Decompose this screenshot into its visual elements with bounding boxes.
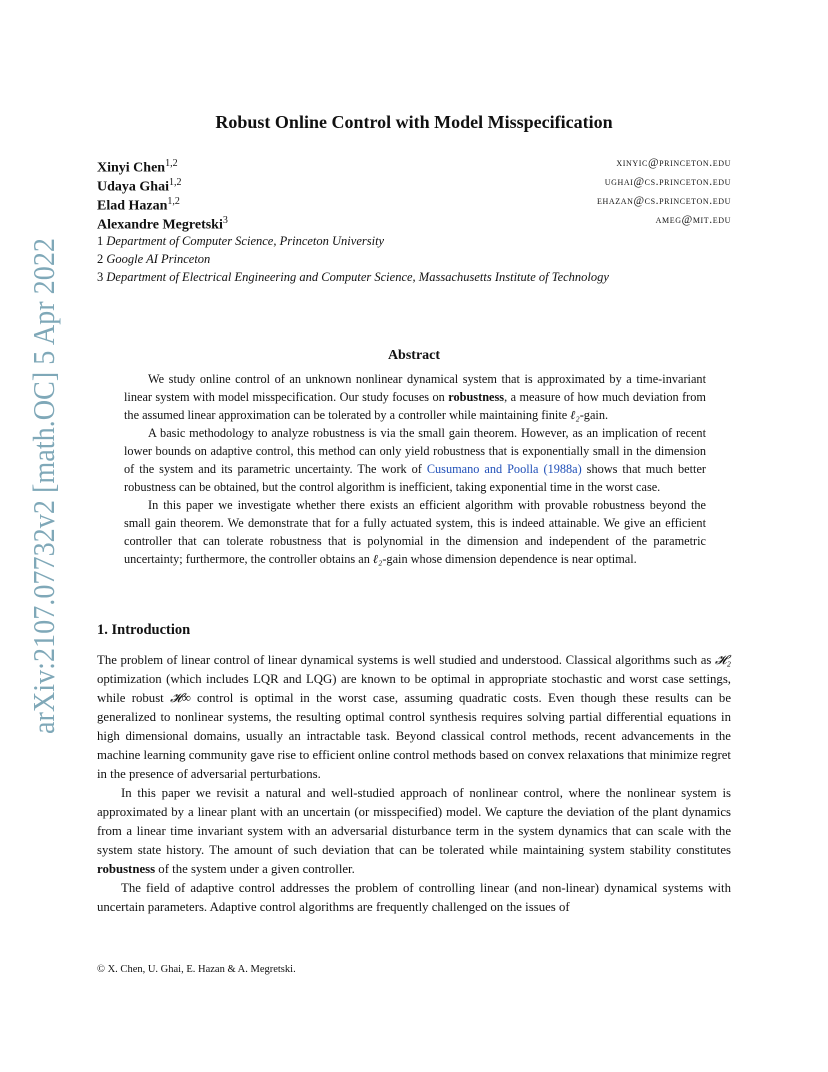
abstract-heading: Abstract	[387, 348, 441, 363]
author-row	[97, 154, 731, 176]
author-name: Udaya Ghai$^{1,2}$	[97, 177, 182, 195]
author-row	[97, 173, 731, 195]
abstract-body	[124, 370, 706, 568]
arxiv-identifier-stamp	[8, 236, 68, 736]
author-name: Elad Hazan$^{1,2}$	[97, 196, 180, 214]
affiliation-line: 3 Department of Electrical Engineering and Computer Science, Massachusetts Institute of Technology	[97, 270, 609, 284]
abstract-paragraph: A basic methodology to analyze robustness is via the small gain theorem. However, as an implication of recent lower bounds on adaptive control, this method can only yield robustness that is exponentially small in the dimension of the system and its parametric uncertainty. The work of Cusumano and Poolla (1988a) shows that much better robustness can be obtained, but the control algorithm is inefficient, taking exponential time in the worst case.	[124, 426, 707, 494]
author-affiliation-sup: 1,2	[165, 158, 178, 169]
author-row	[97, 211, 731, 233]
author-affiliation-sup: 1,2	[167, 196, 180, 207]
author-email: ameg@mit.edu	[655, 214, 731, 226]
author-row	[97, 192, 731, 214]
affiliation-line: 2 Google AI Princeton	[97, 252, 211, 266]
copyright-footer: © X. Chen, U. Ghai, E. Hazan & A. Megretski.	[97, 964, 296, 975]
author-name: Alexandre Megretski$^3$	[97, 215, 228, 233]
body-paragraph: The field of adaptive control addresses the problem of controlling linear (and non-linear) dynamical systems with uncertain parameters. Adaptive control algorithms are frequently challenged on the issues of	[97, 881, 731, 914]
section-body	[97, 651, 731, 917]
arxiv-identifier-text: arXiv:2107.07732v2 [math.OC] 5 Apr 2022	[26, 236, 61, 734]
author-email: ughai@cs.princeton.edu	[604, 176, 731, 188]
citation-year-link[interactable]: 1988a	[547, 462, 578, 476]
affiliation-line: 1 Department of Computer Science, Princeton University	[97, 234, 385, 248]
citation-link[interactable]: Cusumano and Poolla	[426, 462, 539, 476]
body-paragraph: In this paper we revisit a natural and well-studied approach of nonlinear control, where the nonlinear system is approximated by a linear plant with an uncertain (or misspecified) model. We capture the deviation of the plant dynamics from a linear time invariant system with an adversarial disturbance term in the system dynamics that can scale with the system state history. The amount of such deviation that can be tolerated while maintaining system stability constitutes robustness of the system under a given controller.	[97, 786, 731, 876]
body-paragraph: The problem of linear control of linear dynamical systems is well studied and understood. Classical algorithms such as 𝓗₂ optimization (which includes LQR and LQG) are known to be optimal in appropriate stochastic and worst case settings, while robust 𝓗∞ control is optimal in the worst case, assuming quadratic costs. Even though these results can be generalized to nonlinear systems, the resulting optimal control synthesis requires solving partial differential equations in high dimensional domains, usually an intractable task. Beyond classical control methods, recent advancements in the machine learning community gave rise to efficient online control methods based on convex relaxations that minimize regret in the presence of adversarial perturbations.	[97, 653, 732, 781]
author-affiliation-sup: 1,2	[168, 177, 182, 188]
paper-title: Robust Online Control with Model Misspecification	[215, 112, 613, 132]
abstract-paragraph: In this paper we investigate whether there exists an efficient algorithm with provable robustness beyond the small gain theorem. We demonstrate that for a fully actuated system, this is indeed attainable. We give an efficient controller that can tolerate robustness that is polynomial in the dimension and independent of the parametric uncertainty; furthermore, the controller obtains an ℓ₂-gain whose dimension dependence is near optimal.	[124, 498, 706, 566]
abstract-paragraph: We study online control of an unknown nonlinear dynamical system that is approximated by a time-invariant linear system with model misspecification. Our study focuses on robustness, a measure of how much deviation from the assumed linear approximation can be tolerated by a controller while maintaining finite ℓ₂-gain.	[124, 372, 706, 422]
author-email: ehazan@cs.princeton.edu	[597, 195, 731, 207]
author-email: xinyic@princeton.edu	[616, 157, 731, 169]
section-heading: 1. Introduction	[97, 622, 191, 638]
author-name: Xinyi Chen$^{1,2}$	[97, 158, 178, 176]
author-affiliation-sup: 3	[222, 215, 228, 226]
